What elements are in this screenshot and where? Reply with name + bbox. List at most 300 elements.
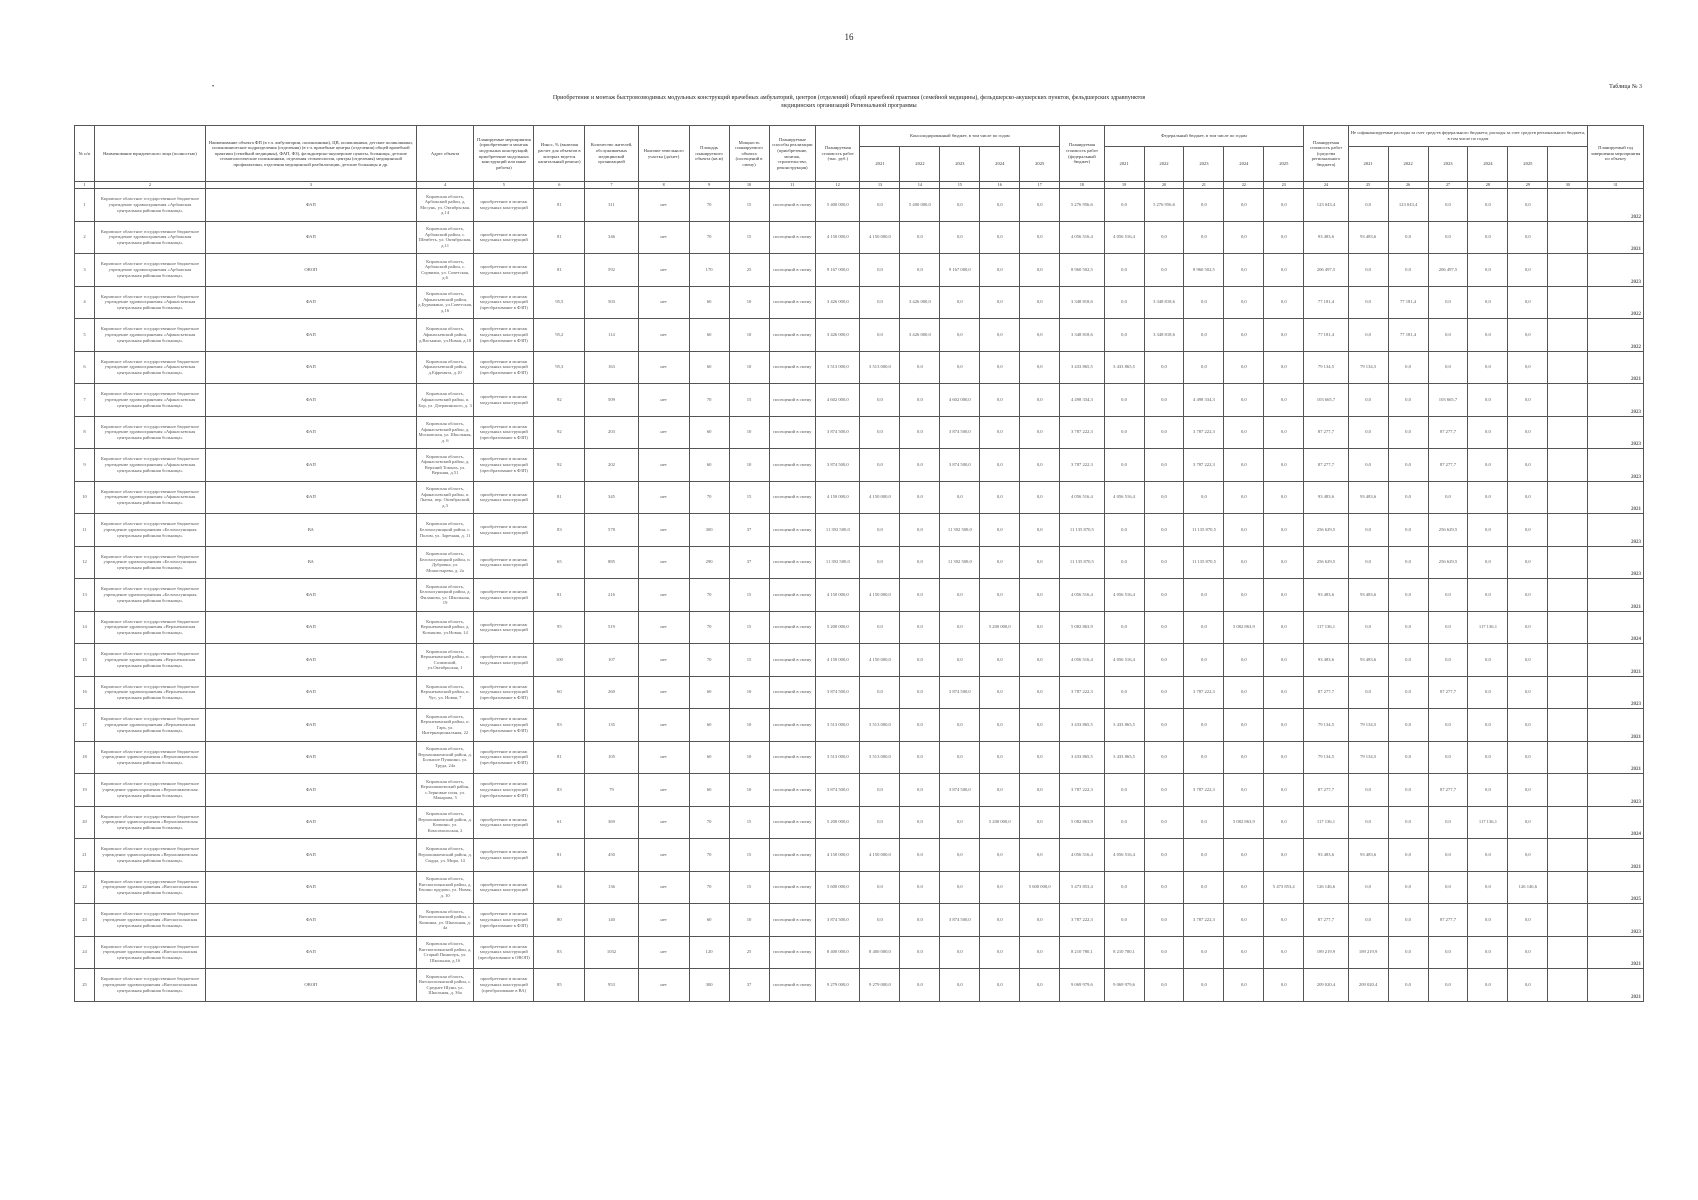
completion-year: 2021 bbox=[1588, 969, 1644, 1002]
cons-2025: 0,0 bbox=[1020, 449, 1060, 482]
wear-percent: 81 bbox=[534, 254, 585, 287]
object-type: ФАП bbox=[205, 839, 416, 872]
reg-extra bbox=[1548, 221, 1588, 254]
population: 203 bbox=[585, 416, 638, 449]
table-row bbox=[75, 709, 1644, 742]
cons-2025: 0,0 bbox=[1020, 351, 1060, 384]
area: 120 bbox=[689, 936, 729, 969]
population: 216 bbox=[585, 579, 638, 612]
fed-2024: 0,0 bbox=[1224, 579, 1264, 612]
area: 60 bbox=[689, 904, 729, 937]
reg-2025: 0,0 bbox=[1508, 286, 1548, 319]
fed-total: 3 787 222,3 bbox=[1060, 416, 1104, 449]
org-name: Кировское областное государственное бюджетное учреждение здравоохранения «Белохолуницкая центральная районная больница» bbox=[94, 514, 205, 547]
completion-year: 2023 bbox=[1588, 774, 1644, 807]
reg-total: 77 181,4 bbox=[1304, 286, 1348, 319]
reg-2023: 87 277,7 bbox=[1428, 904, 1468, 937]
total-cost: 5 600 000,0 bbox=[816, 871, 860, 904]
planned-work: приобретение и монтаж модульных конструкций (преобразование в ФЗП) bbox=[474, 676, 534, 709]
cons-2025: 0,0 bbox=[1020, 514, 1060, 547]
cons-2023: 11 392 500,0 bbox=[940, 546, 980, 579]
fed-2022: 3 348 818,6 bbox=[1144, 286, 1184, 319]
fed-2025: 0,0 bbox=[1264, 644, 1304, 677]
reg-2024: 0,0 bbox=[1468, 969, 1508, 1002]
capacity: 10 bbox=[729, 286, 769, 319]
cons-2023: 0,0 bbox=[940, 839, 980, 872]
land-plot: нет bbox=[638, 936, 689, 969]
object-type: ФАП bbox=[205, 449, 416, 482]
cons-2024: 0,0 bbox=[980, 839, 1020, 872]
cons-2024: 0,0 bbox=[980, 904, 1020, 937]
fed-2024: 0,0 bbox=[1224, 969, 1264, 1002]
cons-2025: 0,0 bbox=[1020, 286, 1060, 319]
fed-2024: 0,0 bbox=[1224, 904, 1264, 937]
cons-2023: 3 874 500,0 bbox=[940, 449, 980, 482]
table-row bbox=[75, 351, 1644, 384]
cons-2025: 0,0 bbox=[1020, 969, 1060, 1002]
table-row bbox=[75, 579, 1644, 612]
reg-2023: 0,0 bbox=[1428, 286, 1468, 319]
org-name: Кировское областное государственное бюджетное учреждение здравоохранения «Афанасьевская центральная районная больница» bbox=[94, 481, 205, 514]
org-name: Кировское областное государственное бюджетное учреждение здравоохранения «Афанасьевская центральная районная больница» bbox=[94, 384, 205, 417]
fed-2023: 3 787 222,3 bbox=[1184, 904, 1224, 937]
column-number: 12 bbox=[816, 182, 860, 189]
fed-2025: 0,0 bbox=[1264, 481, 1304, 514]
object-type: ФАП bbox=[205, 904, 416, 937]
object-type: ФАП bbox=[205, 579, 416, 612]
reg-extra bbox=[1548, 644, 1588, 677]
fed-2021: 0,0 bbox=[1104, 254, 1144, 287]
fed-2024: 0,0 bbox=[1224, 644, 1264, 677]
row-number: 1 bbox=[75, 189, 95, 222]
cons-2022: 0,0 bbox=[900, 904, 940, 937]
column-number: 17 bbox=[1020, 182, 1060, 189]
object-address: Кировская область, Верхнекамский район, п. Созимский, ул.Октябрьская, 1 bbox=[416, 644, 474, 677]
land-plot: нет bbox=[638, 221, 689, 254]
cons-2024: 5 200 000,0 bbox=[980, 806, 1020, 839]
total-cost: 3 874 500,0 bbox=[816, 676, 860, 709]
reg-2022: 0,0 bbox=[1388, 806, 1428, 839]
object-address: Кировская область, Афанасьевский район, д. Московская, ул. Школьная, д. 6 bbox=[416, 416, 474, 449]
object-type: ФАП bbox=[205, 351, 416, 384]
org-name: Кировское областное государственное бюджетное учреждение здравоохранения «Афанасьевская центральная районная больница» bbox=[94, 449, 205, 482]
org-name: Кировское областное государственное бюджетное учреждение здравоохранения «Арбажская центральная районная больница» bbox=[94, 254, 205, 287]
object-type: ФАП bbox=[205, 676, 416, 709]
fed-2021: 0,0 bbox=[1104, 774, 1144, 807]
row-number: 9 bbox=[75, 449, 95, 482]
cons-2021: 0,0 bbox=[860, 416, 900, 449]
cons-2022: 0,0 bbox=[900, 936, 940, 969]
fed-2022: 3 348 818,6 bbox=[1144, 319, 1184, 352]
cons-2021: 0,0 bbox=[860, 254, 900, 287]
reg-2023: 0,0 bbox=[1428, 936, 1468, 969]
land-plot: нет bbox=[638, 254, 689, 287]
header-pop: Количество жителей, обслуживаемых медицинской организацией bbox=[585, 126, 638, 182]
column-number: 21 bbox=[1184, 182, 1224, 189]
fed-2025: 0,0 bbox=[1264, 546, 1304, 579]
cons-2022: 3 426 000,0 bbox=[900, 286, 940, 319]
fed-2025: 0,0 bbox=[1264, 611, 1304, 644]
fed-2024: 0,0 bbox=[1224, 839, 1264, 872]
fed-total: 11 135 870,5 bbox=[1060, 546, 1104, 579]
reg-2021: 0,0 bbox=[1348, 319, 1388, 352]
reg-2022: 0,0 bbox=[1388, 839, 1428, 872]
reg-2025: 0,0 bbox=[1508, 254, 1548, 287]
reg-2025: 0,0 bbox=[1508, 546, 1548, 579]
population: 345 bbox=[585, 481, 638, 514]
fed-2025: 0,0 bbox=[1264, 221, 1304, 254]
area: 60 bbox=[689, 709, 729, 742]
wear-percent: 92 bbox=[534, 416, 585, 449]
column-number: 19 bbox=[1104, 182, 1144, 189]
planned-work: приобретение и монтаж модульных конструкций bbox=[474, 611, 534, 644]
reg-total: 79 134,5 bbox=[1304, 351, 1348, 384]
fed-2021: 8 210 780,1 bbox=[1104, 936, 1144, 969]
column-number-row bbox=[75, 182, 1644, 189]
reg-total: 87 277,7 bbox=[1304, 676, 1348, 709]
reg-2022: 0,0 bbox=[1388, 871, 1428, 904]
area: 70 bbox=[689, 871, 729, 904]
fed-total: 5 276 956,6 bbox=[1060, 189, 1104, 222]
fed-2022: 5 276 956,6 bbox=[1144, 189, 1184, 222]
table-row bbox=[75, 221, 1644, 254]
planned-work: приобретение и монтаж модульных конструкций (преобразование в ФЗП) bbox=[474, 741, 534, 774]
fed-2024: 0,0 bbox=[1224, 319, 1264, 352]
cons-2021: 0,0 bbox=[860, 319, 900, 352]
fed-2021: 0,0 bbox=[1104, 806, 1144, 839]
method: посещений в смену bbox=[769, 936, 816, 969]
column-number: 20 bbox=[1144, 182, 1184, 189]
row-number: 7 bbox=[75, 384, 95, 417]
reg-2023: 87 277,7 bbox=[1428, 449, 1468, 482]
column-number: 2 bbox=[94, 182, 205, 189]
year-reg-2025: 2025 bbox=[1508, 147, 1548, 182]
reg-2024: 0,0 bbox=[1468, 904, 1508, 937]
completion-year: 2021 bbox=[1588, 709, 1644, 742]
completion-year: 2023 bbox=[1588, 416, 1644, 449]
total-cost: 4 150 000,0 bbox=[816, 481, 860, 514]
fed-2023: 0,0 bbox=[1184, 709, 1224, 742]
fed-total: 3 787 222,3 bbox=[1060, 676, 1104, 709]
method: посещений в смену bbox=[769, 969, 816, 1002]
capacity: 15 bbox=[729, 481, 769, 514]
cons-2022: 0,0 bbox=[900, 741, 940, 774]
cons-2025: 0,0 bbox=[1020, 384, 1060, 417]
reg-total: 79 134,5 bbox=[1304, 709, 1348, 742]
org-name: Кировское областное государственное бюджетное учреждение здравоохранения «Верхнекамская центральная районная больница» bbox=[94, 676, 205, 709]
planned-work: приобретение и монтаж модульных конструкций bbox=[474, 384, 534, 417]
wear-percent: 92 bbox=[534, 384, 585, 417]
row-number: 20 bbox=[75, 806, 95, 839]
area: 70 bbox=[689, 221, 729, 254]
column-number: 26 bbox=[1388, 182, 1428, 189]
reg-2025: 0,0 bbox=[1508, 351, 1548, 384]
reg-total: 117 136,1 bbox=[1304, 806, 1348, 839]
fed-2023: 0,0 bbox=[1184, 189, 1224, 222]
fed-2025: 0,0 bbox=[1264, 936, 1304, 969]
land-plot: нет bbox=[638, 806, 689, 839]
capacity: 10 bbox=[729, 449, 769, 482]
wear-percent: 100 bbox=[534, 644, 585, 677]
land-plot: нет bbox=[638, 546, 689, 579]
column-number: 11 bbox=[769, 182, 816, 189]
planned-work: приобретение и монтаж модульных конструкций bbox=[474, 839, 534, 872]
cons-2022: 0,0 bbox=[900, 514, 940, 547]
cons-2025: 0,0 bbox=[1020, 221, 1060, 254]
cons-2025: 0,0 bbox=[1020, 774, 1060, 807]
wear-percent: 95,3 bbox=[534, 351, 585, 384]
land-plot: нет bbox=[638, 871, 689, 904]
cons-2024: 0,0 bbox=[980, 969, 1020, 1002]
capacity: 37 bbox=[729, 969, 769, 1002]
total-cost: 11 392 500,0 bbox=[816, 514, 860, 547]
row-number: 19 bbox=[75, 774, 95, 807]
table-row bbox=[75, 839, 1644, 872]
fed-2022: 0,0 bbox=[1144, 774, 1184, 807]
population: 885 bbox=[585, 546, 638, 579]
capacity: 37 bbox=[729, 546, 769, 579]
title-line-1: Приобретение и монтаж быстровозводимых модульных конструкций врачебных амбулаторий, центров (отделений) общей врачебной практики (семейной медицины), фельдшерско-акушерских пунктов, фельдшерских здравпунктов bbox=[552, 95, 1146, 101]
reg-extra bbox=[1548, 286, 1588, 319]
cons-2023: 0,0 bbox=[940, 579, 980, 612]
cons-2023: 3 874 500,0 bbox=[940, 416, 980, 449]
row-number: 25 bbox=[75, 969, 95, 1002]
reg-total: 79 134,5 bbox=[1304, 741, 1348, 774]
total-cost: 5 200 000,0 bbox=[816, 611, 860, 644]
reg-extra bbox=[1548, 774, 1588, 807]
cons-2024: 0,0 bbox=[980, 254, 1020, 287]
cons-2021: 0,0 bbox=[860, 871, 900, 904]
column-number: 25 bbox=[1348, 182, 1388, 189]
fed-2022: 0,0 bbox=[1144, 384, 1184, 417]
object-address: Кировская область, Верхошижемский район, д. Большое Пушкино, ул. Труда, 24а bbox=[416, 741, 474, 774]
planned-work: приобретение и монтаж модульных конструкций (преобразование в ФЗП) bbox=[474, 351, 534, 384]
reg-extra bbox=[1548, 741, 1588, 774]
area: 70 bbox=[689, 806, 729, 839]
completion-year: 2023 bbox=[1588, 546, 1644, 579]
reg-total: 87 277,7 bbox=[1304, 416, 1348, 449]
fed-2021: 4 056 516,4 bbox=[1104, 579, 1144, 612]
reg-total: 126 146,6 bbox=[1304, 871, 1348, 904]
land-plot: нет bbox=[638, 189, 689, 222]
reg-total: 93 483,6 bbox=[1304, 839, 1348, 872]
fed-2024: 0,0 bbox=[1224, 774, 1264, 807]
object-type: ОВОП bbox=[205, 969, 416, 1002]
object-type: ФАП bbox=[205, 709, 416, 742]
population: 1032 bbox=[585, 936, 638, 969]
fed-2021: 0,0 bbox=[1104, 676, 1144, 709]
reg-total: 93 483,6 bbox=[1304, 579, 1348, 612]
table-row bbox=[75, 644, 1644, 677]
reg-total: 93 483,6 bbox=[1304, 644, 1348, 677]
reg-2022: 0,0 bbox=[1388, 416, 1428, 449]
object-type: ФАП bbox=[205, 741, 416, 774]
cons-2022: 0,0 bbox=[900, 481, 940, 514]
fed-2022: 0,0 bbox=[1144, 936, 1184, 969]
fed-total: 3 433 865,5 bbox=[1060, 741, 1104, 774]
cons-2024: 5 200 000,0 bbox=[980, 611, 1020, 644]
cons-2024: 0,0 bbox=[980, 449, 1020, 482]
fed-2023: 0,0 bbox=[1184, 611, 1224, 644]
cons-2024: 0,0 bbox=[980, 546, 1020, 579]
land-plot: нет bbox=[638, 449, 689, 482]
reg-2022: 0,0 bbox=[1388, 481, 1428, 514]
reg-2025: 0,0 bbox=[1508, 189, 1548, 222]
cons-2021: 8 400 000,0 bbox=[860, 936, 900, 969]
fed-2024: 0,0 bbox=[1224, 481, 1264, 514]
cons-2025: 0,0 bbox=[1020, 676, 1060, 709]
row-number: 5 bbox=[75, 319, 95, 352]
header-no: № п/п bbox=[75, 126, 95, 182]
completion-year: 2023 bbox=[1588, 904, 1644, 937]
column-number: 31 bbox=[1588, 182, 1644, 189]
cons-2021: 0,0 bbox=[860, 904, 900, 937]
land-plot: нет bbox=[638, 481, 689, 514]
fed-2024: 0,0 bbox=[1224, 189, 1264, 222]
method: посещений в смену bbox=[769, 416, 816, 449]
total-cost: 3 513 000,0 bbox=[816, 709, 860, 742]
population: 503 bbox=[585, 286, 638, 319]
fed-2025: 0,0 bbox=[1264, 774, 1304, 807]
wear-percent: 81 bbox=[534, 221, 585, 254]
cons-2021: 3 513 000,0 bbox=[860, 351, 900, 384]
area: 70 bbox=[689, 839, 729, 872]
cons-2023: 0,0 bbox=[940, 286, 980, 319]
object-address: Кировская область, Афанасьевский район, п. Бор, ул. Дзержинского, д. 3 bbox=[416, 384, 474, 417]
cons-2024: 0,0 bbox=[980, 319, 1020, 352]
completion-year: 2025 bbox=[1588, 871, 1644, 904]
cons-2024: 0,0 bbox=[980, 644, 1020, 677]
reg-total: 209 020,4 bbox=[1304, 969, 1348, 1002]
reg-extra bbox=[1548, 904, 1588, 937]
reg-extra bbox=[1548, 611, 1588, 644]
fed-2025: 0,0 bbox=[1264, 189, 1304, 222]
row-number: 17 bbox=[75, 709, 95, 742]
header-fed-group: Федеральный бюджет, в том числе по годам bbox=[1104, 126, 1304, 147]
fed-2022: 0,0 bbox=[1144, 969, 1184, 1002]
method: посещений в смену bbox=[769, 546, 816, 579]
header-address: Адрес объекта bbox=[416, 126, 474, 182]
completion-year: 2021 bbox=[1588, 221, 1644, 254]
reg-2022: 0,0 bbox=[1388, 254, 1428, 287]
cons-2021: 0,0 bbox=[860, 189, 900, 222]
year-fed-2022: 2022 bbox=[1144, 147, 1184, 182]
cons-2025: 0,0 bbox=[1020, 481, 1060, 514]
planned-work: приобретение и монтаж модульных конструкций bbox=[474, 644, 534, 677]
fed-2023: 4 498 334,3 bbox=[1184, 384, 1224, 417]
object-address: Кировская область, Верхнекамский район, п. Чус, ул. Новая, 7 bbox=[416, 676, 474, 709]
fed-2025: 0,0 bbox=[1264, 384, 1304, 417]
cons-2025: 5 600 000,0 bbox=[1020, 871, 1060, 904]
fed-2023: 3 787 222,3 bbox=[1184, 676, 1224, 709]
reg-total: 123 043,4 bbox=[1304, 189, 1348, 222]
reg-2023: 0,0 bbox=[1428, 806, 1468, 839]
column-number: 29 bbox=[1508, 182, 1548, 189]
reg-total: 189 219,9 bbox=[1304, 936, 1348, 969]
capacity: 10 bbox=[729, 709, 769, 742]
reg-2022: 0,0 bbox=[1388, 741, 1428, 774]
reg-total: 103 665,7 bbox=[1304, 384, 1348, 417]
reg-2025: 0,0 bbox=[1508, 611, 1548, 644]
total-cost: 3 874 500,0 bbox=[816, 449, 860, 482]
reg-extra bbox=[1548, 579, 1588, 612]
org-name: Кировское областное государственное бюджетное учреждение здравоохранения «Верхошижемская центральная районная больница» bbox=[94, 806, 205, 839]
method: посещений в смену bbox=[769, 676, 816, 709]
cons-2021: 0,0 bbox=[860, 676, 900, 709]
reg-total: 206 497,5 bbox=[1304, 254, 1348, 287]
population: 136 bbox=[585, 871, 638, 904]
total-cost: 4 602 000,0 bbox=[816, 384, 860, 417]
row-number: 14 bbox=[75, 611, 95, 644]
land-plot: нет bbox=[638, 644, 689, 677]
org-name: Кировское областное государственное бюджетное учреждение здравоохранения «Верхошижемская центральная районная больница» bbox=[94, 839, 205, 872]
method: посещений в смену bbox=[769, 351, 816, 384]
table-row bbox=[75, 936, 1644, 969]
fed-2022: 0,0 bbox=[1144, 481, 1184, 514]
land-plot: нет bbox=[638, 839, 689, 872]
completion-year: 2022 bbox=[1588, 189, 1644, 222]
completion-year: 2022 bbox=[1588, 286, 1644, 319]
cons-2022: 0,0 bbox=[900, 254, 940, 287]
reg-2024: 0,0 bbox=[1468, 286, 1508, 319]
column-number: 9 bbox=[689, 182, 729, 189]
year-cons-2022: 2022 bbox=[900, 147, 940, 182]
reg-2021: 93 483,6 bbox=[1348, 579, 1388, 612]
cons-2023: 3 874 500,0 bbox=[940, 774, 980, 807]
object-type: ВА bbox=[205, 514, 416, 547]
reg-2022: 0,0 bbox=[1388, 579, 1428, 612]
completion-year: 2021 bbox=[1588, 839, 1644, 872]
fed-total: 4 056 516,4 bbox=[1060, 221, 1104, 254]
cons-2021: 0,0 bbox=[860, 774, 900, 807]
reg-total: 87 277,7 bbox=[1304, 774, 1348, 807]
reg-extra bbox=[1548, 449, 1588, 482]
reg-2022: 0,0 bbox=[1388, 351, 1428, 384]
fed-2024: 0,0 bbox=[1224, 286, 1264, 319]
cons-2021: 4 150 000,0 bbox=[860, 644, 900, 677]
reg-2022: 0,0 bbox=[1388, 546, 1428, 579]
cons-2022: 0,0 bbox=[900, 351, 940, 384]
org-name: Кировское областное государственное бюджетное учреждение здравоохранения «Афанасьевская центральная районная больница» bbox=[94, 286, 205, 319]
cons-2023: 0,0 bbox=[940, 741, 980, 774]
fed-2022: 0,0 bbox=[1144, 416, 1184, 449]
table-row bbox=[75, 384, 1644, 417]
reg-2023: 0,0 bbox=[1428, 221, 1468, 254]
reg-2024: 0,0 bbox=[1468, 416, 1508, 449]
fed-2022: 0,0 bbox=[1144, 546, 1184, 579]
reg-extra bbox=[1548, 254, 1588, 287]
org-name: Кировское областное государственное бюджетное учреждение здравоохранения «Вятскополянская центральная районная больница» bbox=[94, 969, 205, 1002]
planned-work: приобретение и монтаж модульных конструкций (преобразование в ФЗП) bbox=[474, 286, 534, 319]
cons-2024: 0,0 bbox=[980, 384, 1020, 417]
year-reg-2021: 2021 bbox=[1348, 147, 1388, 182]
reg-2025: 0,0 bbox=[1508, 481, 1548, 514]
fed-2021: 3 433 865,5 bbox=[1104, 709, 1144, 742]
fed-2025: 0,0 bbox=[1264, 449, 1304, 482]
reg-2022: 0,0 bbox=[1388, 221, 1428, 254]
fed-2021: 0,0 bbox=[1104, 871, 1144, 904]
object-address: Кировская область, Белохолуницкий район, с. Полом, ул. Заречная, д. 11 bbox=[416, 514, 474, 547]
reg-extra bbox=[1548, 384, 1588, 417]
object-type: ФАП bbox=[205, 644, 416, 677]
land-plot: нет bbox=[638, 676, 689, 709]
completion-year: 2023 bbox=[1588, 676, 1644, 709]
planned-work: приобретение и монтаж модульных конструкций bbox=[474, 481, 534, 514]
reg-2024: 0,0 bbox=[1468, 189, 1508, 222]
reg-extra bbox=[1548, 416, 1588, 449]
reg-2024: 0,0 bbox=[1468, 936, 1508, 969]
cons-2022: 0,0 bbox=[900, 709, 940, 742]
